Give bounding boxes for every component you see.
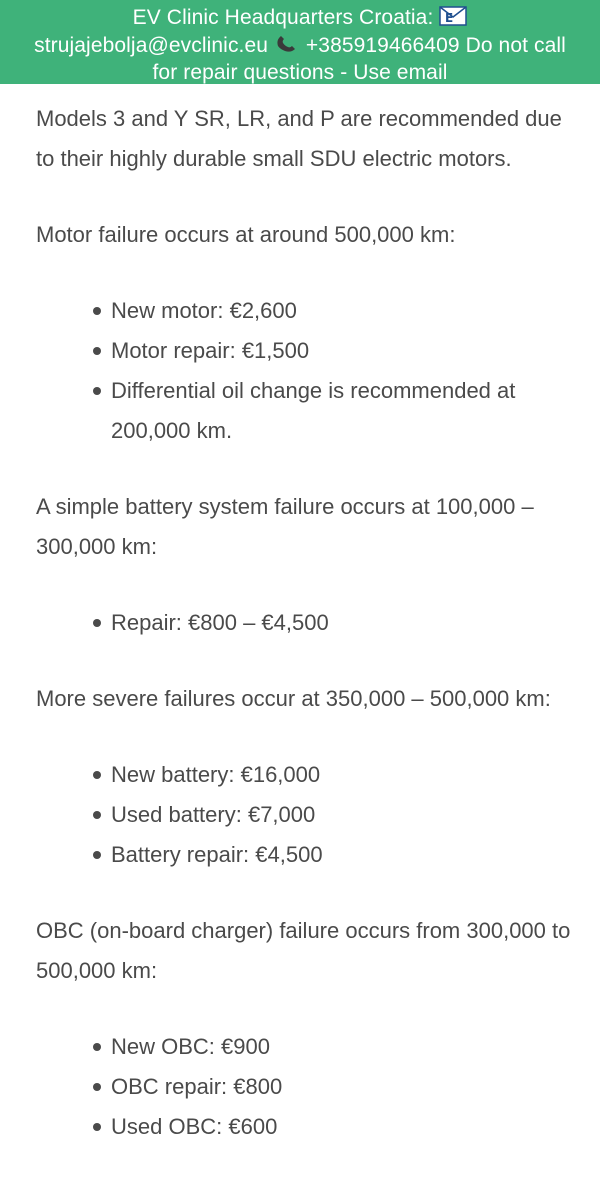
obc-failure-heading: OBC (on-board charger) failure occurs from 300,000 to 500,000 km: [36,918,571,983]
list-item: OBC repair: €800 [111,1067,576,1107]
banner-repair-note: for repair questions - Use email [152,61,448,84]
contact-banner [0,0,600,84]
battery-severe-heading: More severe failures occur at 350,000 – 500,000 km: [36,686,551,711]
list-item: Used battery: €7,000 [111,795,576,835]
motor-cost-list [36,291,576,451]
banner-line-3 [0,60,600,85]
battery-severe-list [36,755,576,875]
list-item: New motor: €2,600 [111,291,576,331]
banner-phone-link[interactable]: +385919466409 Do not call [305,34,566,57]
battery-simple-heading: A simple battery system failure occurs at 100,000 – 300,000 km: [36,494,534,559]
list-item: Battery repair: €4,500 [111,835,576,875]
list-item: New battery: €16,000 [111,755,576,795]
motor-failure-heading: Motor failure occurs at around 500,000 km: [36,222,456,247]
battery-simple-list [36,603,576,643]
banner-email-link[interactable]: strujajebolja@evclinic.eu [34,34,269,57]
list-item: Motor repair: €1,500 [111,331,576,371]
telephone-icon [274,32,300,60]
list-item: Differential oil change is recommended at 200,000 km. [111,371,576,451]
envelope-icon [439,6,467,32]
obc-cost-list [36,1027,576,1147]
intro-paragraph: Models 3 and Y SR, LR, and P are recommended due to their highly durable small SDU electric motors. [36,106,562,171]
list-item: Repair: €800 – €4,500 [111,603,576,643]
list-item: New OBC: €900 [111,1027,576,1067]
banner-line-2 [0,32,600,60]
banner-line-1 [0,5,600,32]
svg-text:E: E [445,11,454,25]
article-content [36,99,576,1183]
list-item: Used OBC: €600 [111,1107,576,1147]
banner-headquarters-text: EV Clinic Headquarters Croatia: [132,6,434,29]
